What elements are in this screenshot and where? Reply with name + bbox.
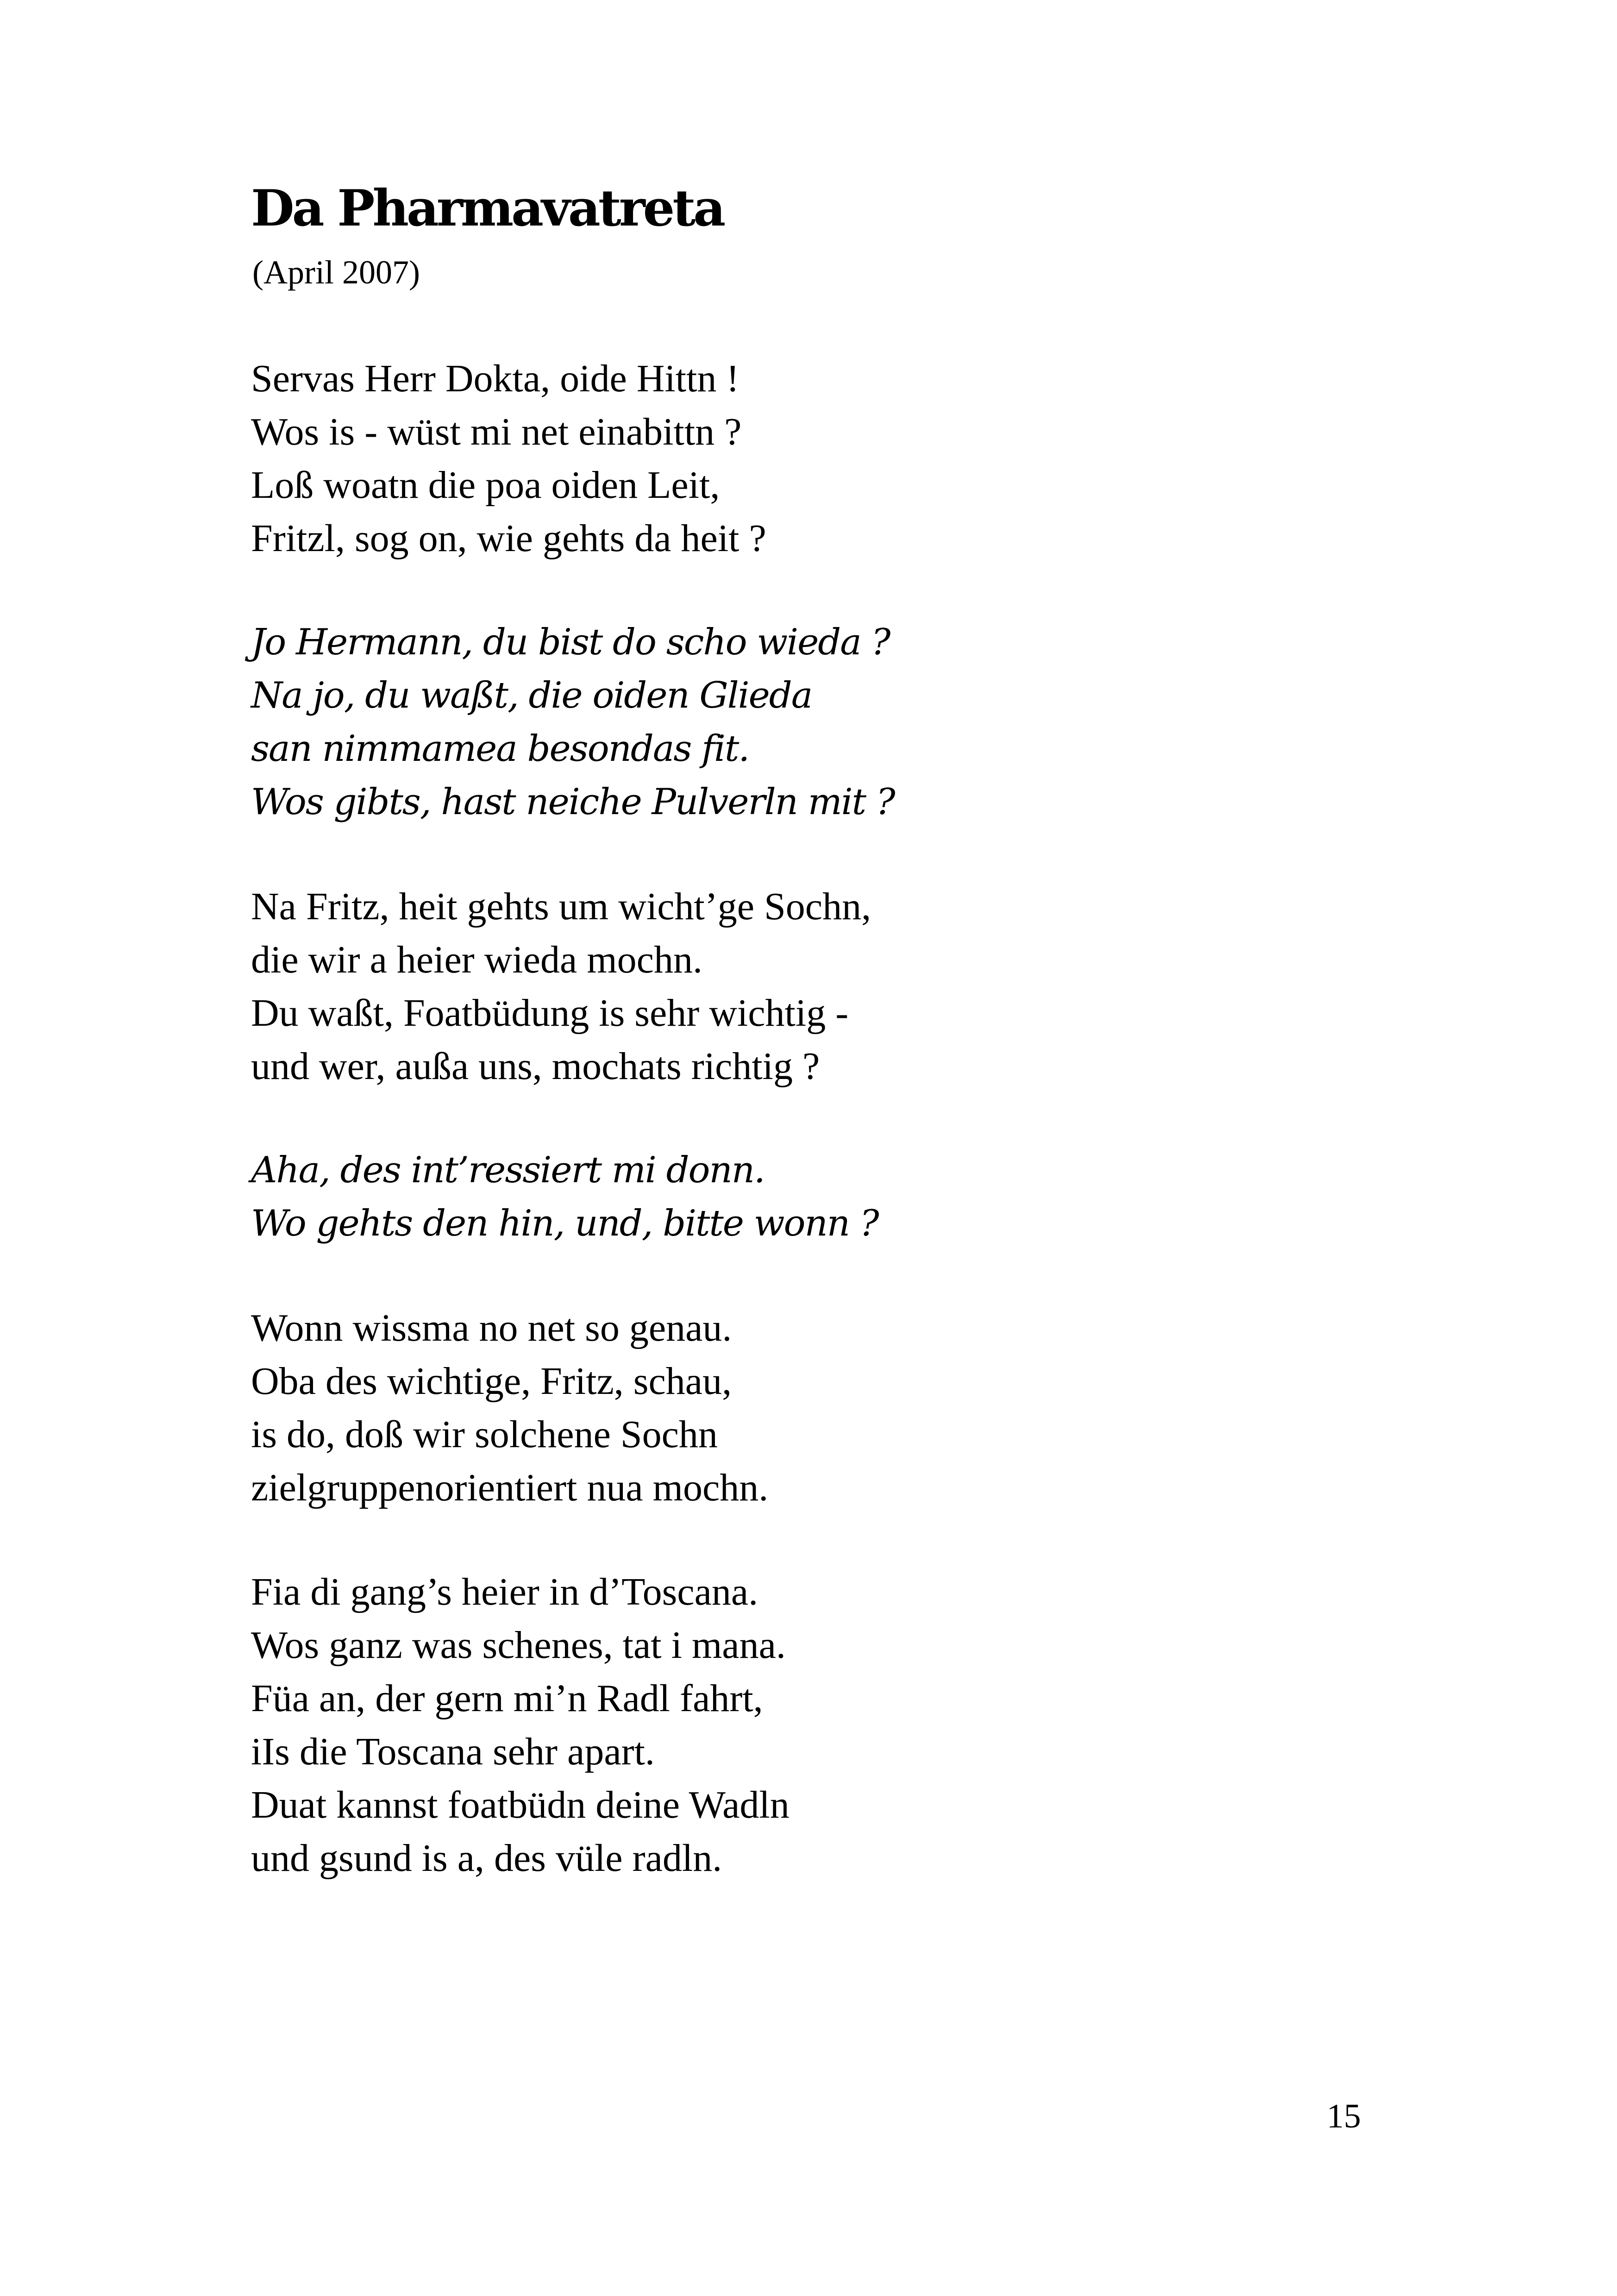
stanza-5	[251, 1301, 768, 1514]
stanza-2	[251, 616, 895, 829]
stanza-6	[251, 1565, 790, 1885]
poem-line: Na jo, du waßt, die oiden Glieda	[251, 675, 812, 716]
poem-line: Wonn wissma no net so genau.	[251, 1306, 732, 1349]
poem-line: Fia di gang’s heier in d’Toscana.	[251, 1570, 758, 1613]
poem-line: Jo Hermann, du bist do scho wieda ?	[251, 621, 890, 663]
poem-line: Oba des wichtige, Fritz, schau,	[251, 1360, 732, 1403]
poem-line: Füa an, der gern mi’n Radl fahrt,	[251, 1677, 763, 1720]
poem-line: Servas Herr Dokta, oide Hittn !	[251, 357, 740, 400]
poem-line: Na Fritz, heit gehts um wicht’ge Sochn,	[251, 885, 871, 928]
stanza-1	[251, 352, 766, 565]
stanza-4	[251, 1144, 878, 1250]
poem-line: Duat kannst foatbüdn deine Wadln	[251, 1783, 790, 1826]
poem-line: und wer, außa uns, mochats richtig ?	[251, 1045, 820, 1088]
poem-line: Wos gibts, hast neiche Pulverln mit ?	[251, 781, 895, 823]
poem-line: Fritzl, sog on, wie gehts da heit ?	[251, 517, 766, 560]
poem-line: Aha, des int’ressiert mi donn.	[251, 1149, 765, 1191]
stanza-3	[251, 880, 871, 1093]
poem-line: zielgruppenorientiert nua mochn.	[251, 1466, 769, 1509]
poem-line: iIs die Toscana sehr apart.	[251, 1730, 655, 1773]
poem-line: Du waßt, Foatbüdung is sehr wichtig -	[251, 991, 849, 1035]
poem-line: Wos is - wüst mi net einabittn ?	[251, 410, 742, 453]
poem-date: (April 2007)	[252, 254, 420, 291]
poem-line: die wir a heier wieda mochn.	[251, 938, 702, 981]
poem-line: Loß woatn die poa oiden Leit,	[251, 464, 720, 507]
page-number: 15	[1327, 2097, 1361, 2135]
poem-line: Wos ganz was schenes, tat i mana.	[251, 1624, 786, 1667]
poem-title: Da Pharmavatreta	[251, 179, 724, 238]
poem-line: und gsund is a, des vüle radln.	[251, 1837, 722, 1880]
poem-line: is do, doß wir solchene Sochn	[251, 1413, 718, 1456]
poem-line: Wo gehts den hin, und, bitte wonn ?	[251, 1203, 878, 1244]
poem-line: san nimmamea besondas fit.	[251, 728, 749, 770]
